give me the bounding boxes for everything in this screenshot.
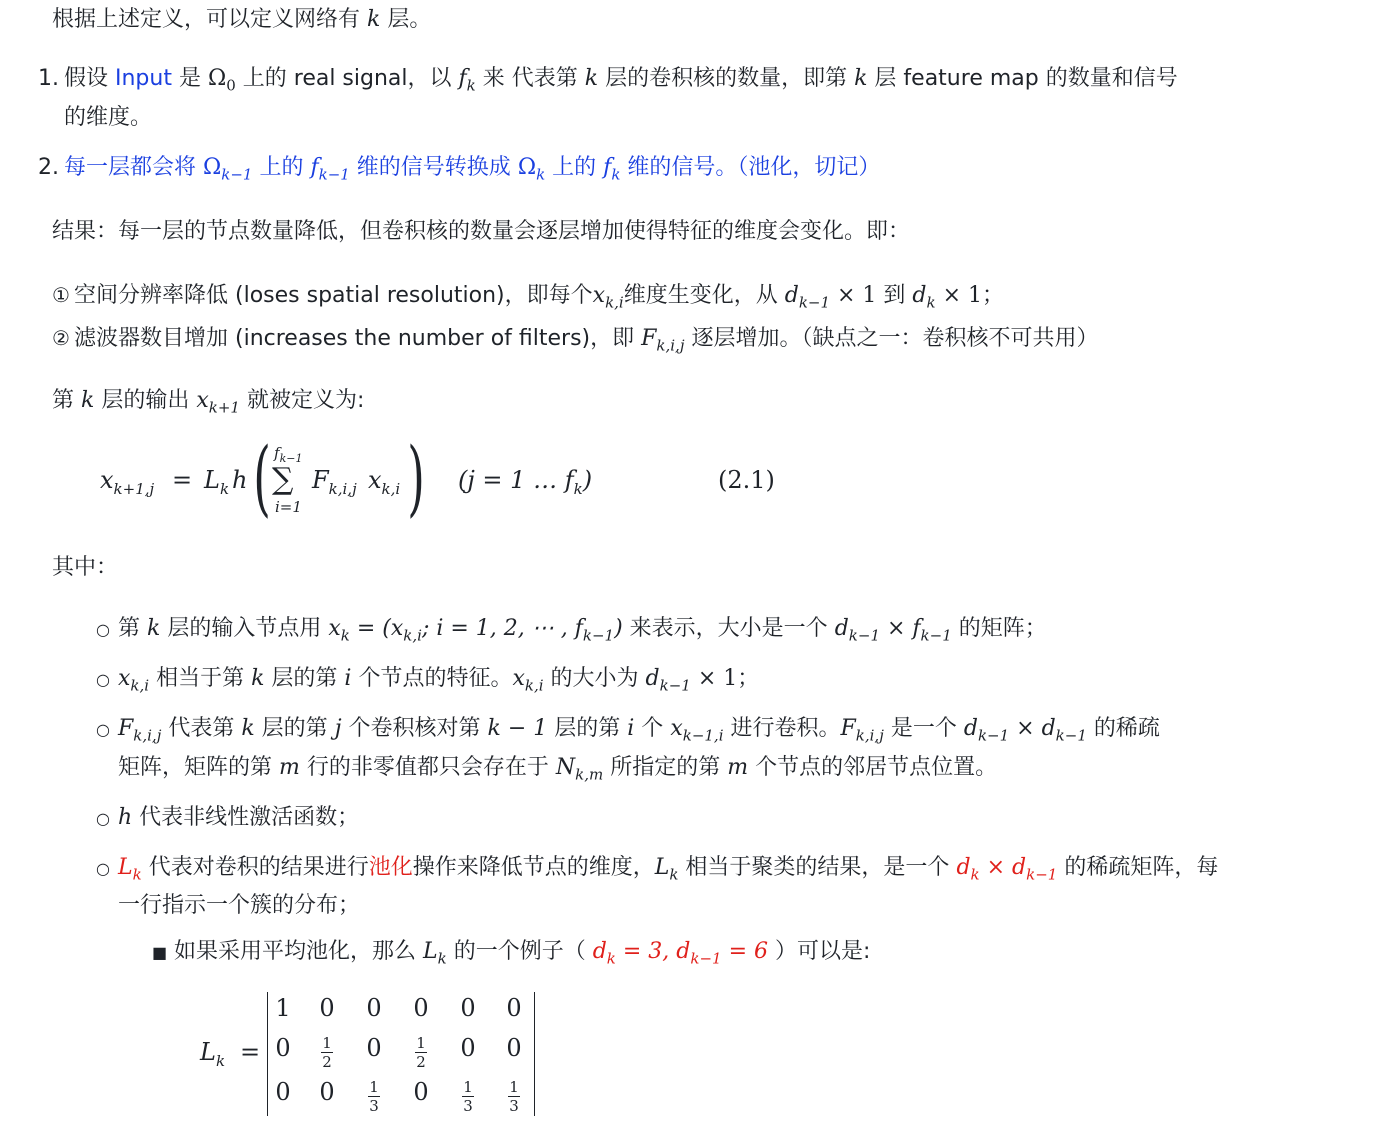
math-omega: $\Omega_k$: [517, 155, 546, 184]
intro-paragraph: [52, 5, 431, 35]
matrix-cell: 1 3: [369, 1078, 379, 1115]
math-f: $f_k$: [603, 155, 621, 184]
list-number: 2.: [38, 155, 59, 180]
eq-range: (j = 1 … $f_k$): [458, 466, 593, 498]
circled-one: ①: [52, 283, 70, 307]
math-d: $d_{k-1}$: [784, 283, 831, 312]
eq-h: h: [232, 466, 248, 494]
list-text: 是: [171, 66, 208, 91]
math-x: $x_{k,i}$: [118, 666, 150, 695]
matrix-cell: 0: [506, 1034, 522, 1062]
bullet-text: 层的第: [264, 666, 345, 691]
point-text: × 1 到: [830, 283, 913, 308]
bullet-text: 个节点的特征。: [351, 666, 513, 691]
list-text: 层的卷积核的数量，即第: [598, 66, 855, 91]
math-d: $d_{k-1}$: [645, 666, 691, 695]
bullet-circle-icon: ○: [96, 670, 110, 689]
bullet-text: 个: [634, 716, 671, 741]
where-label: [52, 553, 118, 583]
bullet-text: 个节点的邻居节点位置。: [748, 755, 998, 780]
equation-2-1: [100, 431, 820, 526]
list-item: [96, 853, 1218, 884]
matrix-lhs: $L_k$: [200, 1038, 226, 1070]
matrix-cell: 1 3: [509, 1078, 519, 1115]
circled-two: ②: [52, 326, 70, 350]
matrix-cell: 0: [506, 994, 522, 1022]
math-F: $F_{k,i,j}$: [840, 716, 884, 745]
bullet-text: 一行指示一个簇的分布；: [118, 893, 361, 918]
math-k: k: [251, 666, 265, 691]
math-k: k: [367, 7, 381, 32]
math-omega: $\Omega_{k-1}$: [203, 155, 253, 184]
list-item: [38, 153, 880, 183]
bullet-text: 代表第: [161, 716, 242, 741]
list-item: [96, 614, 1047, 645]
bullet-text: 层的第: [254, 716, 335, 741]
bullet-text: 矩阵，矩阵的第: [118, 755, 279, 780]
list-text: 的维度。: [64, 105, 153, 130]
list-item: [96, 714, 1160, 745]
math-F: $F_{k,i,j}$: [118, 716, 162, 745]
list-text: 维的信号转换成: [349, 155, 518, 180]
list-text: 假设: [64, 66, 115, 91]
list-text: 层 feature map 的数量和信号: [867, 66, 1178, 91]
matrix-cell: 1 2: [416, 1034, 426, 1071]
bullet-text: 进行卷积。: [723, 716, 841, 741]
matrix-cell: 0: [275, 1078, 291, 1106]
math-j: j: [334, 716, 342, 741]
math-h: h: [118, 805, 133, 830]
bullet-text: 是一个: [883, 716, 964, 741]
bullet-text: 相当于聚类的结果，是一个: [678, 855, 957, 880]
bullet-text: 层的第: [547, 716, 628, 741]
matrix-cell: 0: [275, 1034, 291, 1062]
bullet-text: 来表示，大小是一个: [622, 616, 835, 641]
bullet-text: 代表非线性激活函数；: [132, 805, 360, 830]
eq-F: $F_{k,i,j}$: [312, 466, 357, 498]
bullet-text: 相当于第: [149, 666, 252, 691]
result-paragraph: [52, 217, 910, 247]
matrix-cell: 0: [319, 994, 335, 1022]
list-text: 来 代表第: [475, 66, 585, 91]
math-m: m: [727, 755, 749, 780]
math-L: $L_k$: [118, 855, 142, 884]
bullet-circle-icon: ○: [96, 859, 110, 878]
matrix-cell: 0: [366, 1034, 382, 1062]
math-k: k: [241, 716, 255, 741]
math-x: $x_{k+1}$: [196, 388, 240, 417]
bullet-text: 代表对卷积的结果进行: [141, 855, 369, 880]
bullet-text: 的矩阵；: [951, 616, 1047, 641]
point-two: [52, 323, 1098, 354]
math-example-dims: $d_k = 3$, $d_{k-1} = 6$: [592, 939, 769, 968]
def-text: 就被定义为:: [239, 388, 365, 413]
math-xk: $x_k = (x_{k,i}$; i = 1, 2, ⋯ , $f_{k-1}$): [328, 616, 623, 645]
eq-lhs: $x_{k+1,j}$: [100, 466, 155, 498]
right-paren: ): [407, 431, 425, 526]
sub-bullet-text: 的一个例子（: [446, 939, 593, 964]
math-L: $L_k$: [423, 939, 447, 968]
matrix-cell: 0: [413, 994, 429, 1022]
result-text: 结果：每一层的节点数量降低，但卷积核的数量会逐层增加使得特征的维度会变化。即：: [52, 219, 911, 244]
point-text: 滤波器数目增加 (increases the number of filters)，即: [74, 326, 642, 351]
equation-tag: (2.1): [718, 466, 775, 494]
sum-symbol: ∑: [272, 462, 294, 497]
bullet-text: 所指定的第: [603, 755, 728, 780]
math-k: k: [147, 616, 161, 641]
math-k: k: [854, 66, 868, 91]
bullet-text: 的稀疏: [1086, 716, 1160, 741]
bullet-text: 第: [118, 616, 147, 641]
math-x: $x_{k,i}$: [512, 666, 544, 695]
list-item: [38, 64, 1178, 94]
where-text: 其中：: [52, 555, 119, 580]
sub-list-item: [152, 937, 870, 968]
math-N: $N_{k,m}$: [555, 755, 604, 784]
math-fk: $f_k$: [458, 66, 476, 95]
math-i: i: [627, 716, 635, 741]
math-omega0: $\Omega_0$: [207, 66, 236, 95]
point-text: 维度生变化，从: [623, 283, 785, 308]
input-link[interactable]: Input: [115, 66, 172, 91]
bullet-text: 的大小为: [543, 666, 646, 691]
bullet-circle-icon: ○: [96, 809, 110, 828]
bullet-text: 行的非零值都只会存在于: [299, 755, 556, 780]
pooling-matrix: [200, 992, 600, 1122]
list-item: [96, 664, 759, 695]
eq-L: $L_k$: [204, 466, 230, 498]
list-text: 上的: [545, 155, 604, 180]
left-paren: (: [253, 431, 271, 526]
bullet-text: 的稀疏矩阵，每: [1057, 855, 1219, 880]
math-dims: $d_{k-1} \times f_{k-1}$: [834, 616, 952, 645]
list-number: 1.: [38, 66, 59, 91]
pooling-highlight: 池化: [368, 855, 413, 880]
matrix-cell: 0: [319, 1078, 335, 1106]
math-m: m: [279, 755, 300, 780]
math-k: k: [584, 66, 599, 91]
math-k: k: [81, 388, 95, 413]
bullet-text: 个卷积核对第: [341, 716, 488, 741]
math-x: $x_{k-1,i}$: [670, 716, 724, 745]
math-k-minus-1: k − 1: [487, 716, 548, 741]
sum-upper: $f_{k-1}$: [274, 444, 303, 465]
list-item: [96, 803, 359, 834]
matrix-cell: 1 2: [322, 1034, 332, 1071]
eq-equals: =: [172, 466, 193, 494]
math-dims: $d_{k-1} \times d_{k-1}$: [963, 716, 1087, 745]
list-item-continuation: [64, 103, 152, 133]
sub-bullet-text: ）可以是:: [768, 939, 871, 964]
math-i: i: [344, 666, 352, 691]
matrix-cell: 0: [413, 1078, 429, 1106]
math-L: $L_k$: [654, 855, 679, 884]
matrix-equals: =: [240, 1038, 261, 1066]
list-text: 维的信号。（池化，切记）: [620, 155, 881, 180]
bullet-text: 层的输入节点用: [160, 616, 329, 641]
list-item-continuation: [118, 753, 997, 783]
intro-text-end: 层。: [380, 7, 432, 32]
eq-x: $x_{k,i}$: [368, 466, 401, 498]
bullet-circle-icon: ○: [96, 720, 110, 739]
output-definition: [52, 386, 364, 416]
bullet-square-icon: ■: [152, 943, 168, 962]
def-text: 层的输出: [94, 388, 197, 413]
list-text: 上的 real signal，以: [235, 66, 459, 91]
bullet-circle-icon: ○: [96, 620, 110, 639]
matrix-right-bar: [534, 992, 535, 1116]
intro-text: 根据上述定义，可以定义网络有: [52, 7, 367, 32]
bullet-text: 操作来降低节点的维度，: [412, 855, 655, 880]
def-text: 第: [52, 388, 81, 413]
math-x: $x_{k,i}$: [592, 283, 624, 312]
sub-bullet-text: 如果采用平均池化，那么: [174, 939, 423, 964]
sum-lower: i=1: [275, 498, 302, 516]
point-one: [52, 280, 1004, 311]
list-text: 每一层都会将: [64, 155, 203, 180]
matrix-cell: 0: [460, 994, 476, 1022]
point-text: 逐层增加。（缺点之一：卷积核不可共用）: [684, 326, 1099, 351]
math-dims: $d_k \times d_{k-1}$: [956, 855, 1058, 884]
point-text: 空间分辨率降低 (loses spatial resolution)，即每个: [74, 283, 593, 308]
matrix-cell: 1: [275, 994, 291, 1022]
math-f: $f_{k-1}$: [310, 155, 350, 184]
math-d: $d_k$: [912, 283, 936, 312]
matrix-cell: 0: [460, 1034, 476, 1062]
matrix-cell: 0: [366, 994, 382, 1022]
math-F: $F_{k,i,j}$: [641, 326, 685, 355]
bullet-text: × 1；: [690, 666, 760, 691]
point-text: × 1；: [935, 283, 1005, 308]
list-item-continuation: [118, 891, 360, 921]
matrix-cell: 1 3: [463, 1078, 473, 1115]
list-text: 上的: [252, 155, 311, 180]
